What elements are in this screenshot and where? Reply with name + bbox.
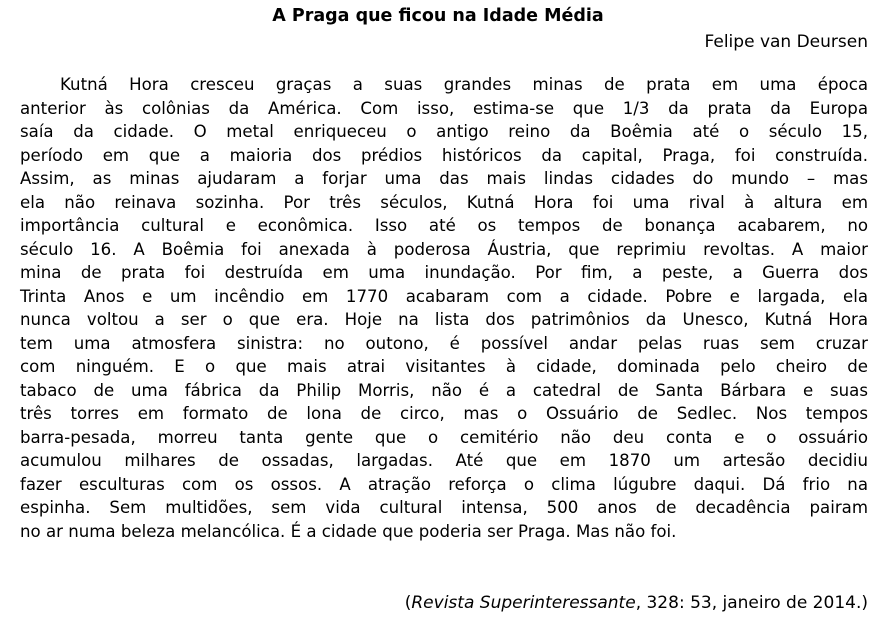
paragraph-line: tem uma atmosfera sinistra: no outono, é possível andar pelas ruas sem cruzar	[20, 333, 868, 353]
paragraph-line: século 16. A Boêmia foi anexada à poderosa Áustria, que reprimiu revoltas. A maior	[20, 239, 868, 259]
article-title: A Praga que ficou na Idade Média	[272, 6, 604, 26]
paragraph-line: período em que a maioria dos prédios históricos da capital, Praga, foi construída.	[20, 145, 868, 165]
paragraph-line: importância cultural e econômica. Isso até os tempos de bonança acabarem, no	[20, 216, 868, 235]
paragraph-line: fazer esculturas com os ossos. A atração reforça o clima lúgubre daqui. Dá frio na	[20, 474, 868, 494]
citation-details: , 328: 53, janeiro de 2014.)	[635, 593, 868, 613]
article-body	[20, 73, 868, 543]
paragraph-line: anterior às colônias da América. Com isso, estima-se que 1/3 da prata da Europa	[20, 98, 868, 118]
paragraph-line: saía da cidade. O metal enriqueceu o antigo reino da Boêmia até o século 15,	[20, 122, 868, 141]
citation-open: (	[404, 593, 412, 613]
paragraph-line: Trinta Anos e um incêndio em 1770 acabaram com a cidade. Pobre e largada, ela	[20, 286, 868, 306]
citation-source: Revista Superinteressante	[411, 593, 636, 613]
paragraph-line: Kutná Hora cresceu graças a suas grandes minas de prata em uma época	[60, 75, 868, 94]
paragraph-line: acumulou milhares de ossadas, largadas. Até que em 1870 um artesão decidiu	[20, 451, 868, 470]
paragraph-line: espinha. Sem multidões, sem vida cultural intensa, 500 anos de decadência pairam	[20, 498, 868, 517]
paragraph-line: no ar numa beleza melancólica. É a cidade que poderia ser Praga. Mas não foi.	[20, 521, 677, 541]
paragraph-line: barra-pesada, morreu tanta gente que o cemitério não deu conta e o ossuário	[20, 427, 868, 447]
citation	[405, 593, 868, 613]
article-author: Felipe van Deursen	[704, 32, 868, 52]
paragraph-line: ela não reinava sozinha. Por três séculos, Kutná Hora foi uma rival à altura em	[20, 192, 868, 212]
paragraph-line: nunca voltou a ser o que era. Hoje na lista dos patrimônios da Unesco, Kutná Hora	[20, 310, 868, 329]
paragraph-line: Assim, as minas ajudaram a forjar uma das mais lindas cidades do mundo – mas	[20, 169, 868, 188]
paragraph-line: três torres em formato de lona de circo, mas o Ossuário de Sedlec. Nos tempos	[20, 404, 868, 423]
paragraph-line: com ninguém. E o que mais atrai visitantes à cidade, dominada pelo cheiro de	[20, 357, 868, 376]
paragraph-line: mina de prata foi destruída em uma inundação. Por fim, a peste, a Guerra dos	[20, 263, 868, 282]
paragraph-line: tabaco de uma fábrica da Philip Morris, não é a catedral de Santa Bárbara e suas	[20, 380, 868, 400]
